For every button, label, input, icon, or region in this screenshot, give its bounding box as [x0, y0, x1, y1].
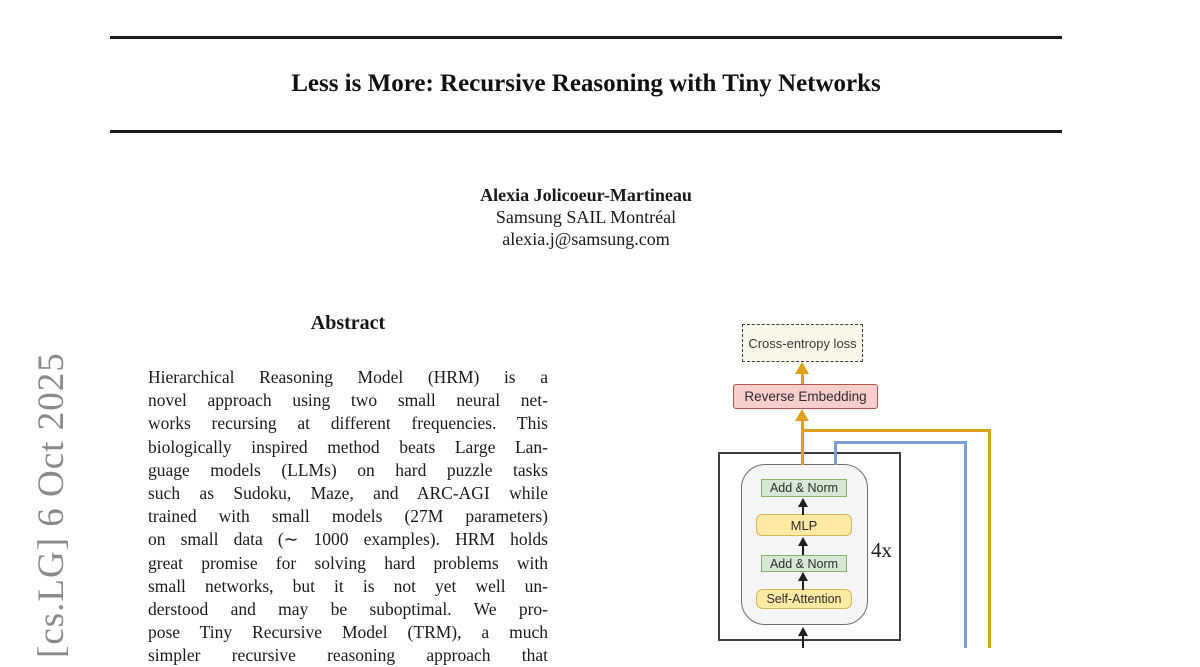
orange-arrow-to-loss-head-icon — [795, 362, 809, 374]
arrow-mlp-to-addnorm-line — [802, 506, 804, 515]
repeat-count-label: 4x — [871, 538, 892, 562]
orange-arrow-to-embedding-head-icon — [795, 409, 809, 421]
abstract-line: Hierarchical Reasoning Model (HRM) is a — [148, 367, 548, 387]
abstract-line: biologically inspired method beats Large Lan- — [148, 436, 548, 457]
author-affiliation: Samsung SAIL Montréal — [495, 207, 677, 227]
add-norm-bottom-box: Add & Norm — [761, 555, 847, 572]
self-attention-box: Self-Attention — [756, 589, 852, 609]
orange-arrow-to-embedding-line — [801, 419, 804, 465]
author-email: alexia.j@samsung.com — [502, 229, 670, 249]
abstract-line: simpler recursive reasoning approach that — [148, 645, 548, 666]
author-name: Alexia Jolicoeur-Martineau — [480, 185, 692, 205]
reverse-embedding-box: Reverse Embedding — [733, 384, 878, 409]
arrow-addnorm-to-mlp-line — [802, 545, 804, 555]
abstract-line: small networks, but it is not yet well un- — [148, 575, 548, 596]
title-rule-bottom — [110, 130, 1062, 133]
blue-skip-line-horizontal — [834, 441, 967, 444]
abstract-line: novel approach using two small neural net- — [148, 390, 548, 411]
arrow-addnorm-to-mlp-head-icon — [798, 537, 808, 546]
abstract-body — [148, 366, 548, 667]
orange-skip-line-vertical — [988, 429, 991, 648]
mlp-box: MLP — [756, 514, 852, 536]
abstract-heading: Abstract — [310, 312, 386, 334]
title-rule-top — [110, 36, 1062, 39]
arrow-selfattn-to-addnorm-head-icon — [798, 572, 808, 581]
author-block — [110, 184, 1062, 250]
abstract-line: trained with small models (27M parameters) — [148, 506, 548, 527]
arrow-selfattn-to-addnorm-line — [802, 580, 804, 590]
blue-skip-line-right-vertical — [964, 441, 967, 648]
abstract-line: on small data (∼ 1000 examples). HRM holds — [148, 529, 548, 550]
arrow-mlp-to-addnorm-head-icon — [798, 498, 808, 507]
orange-skip-line-horizontal — [801, 429, 991, 432]
abstract-line: such as Sudoku, Maze, and ARC-AGI while — [148, 482, 548, 503]
abstract-line: derstood and may be suboptimal. We pro- — [148, 598, 548, 619]
abstract-line: works recursing at different frequencies. This — [148, 413, 548, 434]
add-norm-top-box: Add & Norm — [761, 479, 847, 497]
cross-entropy-loss-box: Cross-entropy loss — [742, 324, 863, 362]
blue-skip-line-left-vertical — [834, 441, 837, 465]
abstract-line: guage models (LLMs) on hard puzzle tasks — [148, 459, 548, 480]
abstract-line: pose Tiny Recursive Model (TRM), a much — [148, 622, 548, 643]
abstract-line: great promise for solving hard problems with — [148, 552, 548, 573]
paper-title: Less is More: Recursive Reasoning with Tiny Networks — [291, 70, 881, 97]
arxiv-stamp: [cs.LG] 6 Oct 2025 — [31, 352, 72, 658]
arrow-input-to-block-line — [802, 635, 804, 648]
arrow-input-to-block-head-icon — [798, 627, 808, 636]
